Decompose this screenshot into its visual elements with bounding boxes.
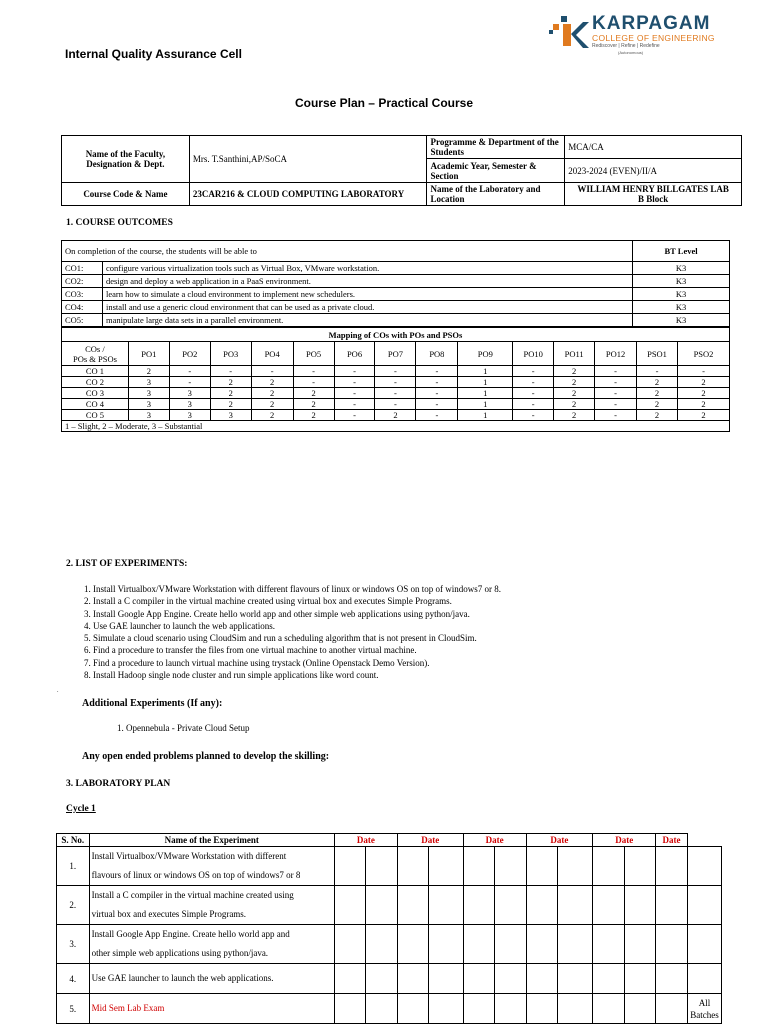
mapping-row	[62, 366, 730, 377]
mapping-cell: 1	[458, 410, 513, 421]
date-cell[interactable]	[557, 925, 592, 964]
mapping-cell: -	[416, 377, 458, 388]
experiment-item: 1. Install Virtualbox/VMware Workstation with different flavours of linux or windows OS on top of windows7 or 8.	[84, 584, 501, 594]
mapping-cell: -	[416, 410, 458, 421]
date-cell[interactable]	[366, 994, 397, 1024]
programme-value: MCA/CA	[565, 136, 742, 159]
experiment-item: 7. Find a procedure to launch virtual machine using trystack (Online Openstack Demo Version).	[84, 657, 430, 668]
date-cell[interactable]	[334, 994, 365, 1024]
lab-plan-experiment-line1: Use GAE launcher to launch the web applications.	[91, 973, 274, 983]
date-cell[interactable]	[397, 886, 428, 925]
lab-plan-experiment-line1: Mid Sem Lab Exam	[91, 1003, 165, 1013]
date-cell[interactable]	[526, 925, 557, 964]
date-cell[interactable]	[624, 994, 655, 1024]
date-header: Date	[463, 834, 526, 847]
mapping-cell: -	[416, 388, 458, 399]
date-cell[interactable]	[495, 886, 526, 925]
mapping-cell: -	[595, 399, 637, 410]
all-batches-cell	[687, 994, 721, 1024]
mapping-cell: 3	[128, 377, 169, 388]
date-cell[interactable]	[593, 925, 624, 964]
date-cell[interactable]	[557, 964, 592, 994]
mapping-column-header: PSO1	[637, 342, 678, 366]
experiment-item: 5. Simulate a cloud scenario using CloudSim and run a scheduling algorithm that is not present in CloudSim.	[84, 633, 477, 644]
mapping-cell: -	[375, 388, 416, 399]
date-cell[interactable]	[463, 925, 494, 964]
code-value: 23CAR216 & CLOUD COMPUTING LABORATORY	[189, 183, 427, 206]
mapping-cell: 2	[637, 399, 678, 410]
mapping-column-header: PO4	[251, 342, 293, 366]
mapping-cell: -	[513, 377, 554, 388]
outcome-bt: K3	[633, 262, 730, 275]
mapping-title: Mapping of COs with POs and PSOs	[62, 328, 730, 342]
experiment-item: 3. Install Google App Engine. Create hello world app and other simple web applications using python/java.	[84, 608, 470, 619]
outcome-bt: K3	[633, 314, 730, 327]
mapping-cell: 2	[251, 399, 293, 410]
mapping-row	[62, 388, 730, 399]
date-header: Date	[656, 834, 688, 847]
mapping-cell: 1	[458, 377, 513, 388]
lab-value	[565, 183, 742, 206]
lab-value-line1: WILLIAM HENRY BILLGATES LAB	[577, 184, 729, 194]
date-cell[interactable]	[557, 994, 592, 1024]
date-cell[interactable]	[463, 994, 494, 1024]
date-cell[interactable]	[495, 994, 526, 1024]
mapping-column-header: PSO2	[677, 342, 729, 366]
mapping-cell: 2	[554, 388, 595, 399]
date-cell[interactable]	[397, 964, 428, 994]
lab-plan-experiment	[89, 994, 334, 1024]
mapping-co-label: CO 5	[62, 410, 129, 421]
mapping-cell: 2	[375, 410, 416, 421]
date-cell[interactable]	[429, 847, 463, 886]
date-cell[interactable]	[687, 964, 721, 994]
stray-mark: .	[57, 688, 59, 694]
date-cell[interactable]	[624, 964, 655, 994]
mapping-cell: 2	[677, 377, 729, 388]
date-cell[interactable]	[656, 964, 688, 994]
mapping-cell: -	[513, 366, 554, 377]
mapping-cell: 2	[251, 388, 293, 399]
lab-value-line2: B Block	[638, 194, 669, 204]
experiment-item: 8. Install Hadoop single node cluster and run simple applications like word count.	[84, 670, 379, 681]
mapping-row	[62, 377, 730, 388]
date-cell[interactable]	[429, 994, 463, 1024]
mapping-row	[62, 410, 730, 421]
mapping-cell: -	[375, 399, 416, 410]
outcome-row	[62, 301, 730, 314]
date-cell[interactable]	[463, 886, 494, 925]
date-header: Date	[526, 834, 593, 847]
outcomes-heading: 1. COURSE OUTCOMES	[66, 218, 173, 228]
mapping-co-label: CO 4	[62, 399, 129, 410]
additional-heading: Additional Experiments (If any):	[82, 698, 223, 709]
outcome-code: CO5:	[62, 314, 103, 327]
date-cell[interactable]	[656, 847, 688, 886]
experiments-heading: 2. LIST OF EXPERIMENTS:	[66, 559, 188, 569]
mapping-corner-line2: POs & PSOs	[72, 353, 117, 364]
experiment-item: 2. Install a C compiler in the virtual machine created using virtual box and executes Simple Programs.	[84, 596, 452, 607]
mapping-cell: -	[595, 377, 637, 388]
mapping-cell: -	[293, 377, 334, 388]
mapping-cell: 2	[637, 377, 678, 388]
date-header: Date	[593, 834, 656, 847]
lab-plan-sno: 4.	[57, 964, 90, 994]
date-cell[interactable]	[526, 847, 557, 886]
mapping-cell: 2	[210, 388, 251, 399]
date-cell[interactable]	[593, 886, 624, 925]
mapping-cell: 2	[293, 399, 334, 410]
outcome-row	[62, 275, 730, 288]
date-cell[interactable]	[656, 994, 688, 1024]
lab-plan-experiment	[89, 964, 334, 994]
faculty-label: Name of the Faculty, Designation & Dept.	[62, 136, 190, 183]
faculty-value: Mrs. T.Santhini,AP/SoCA	[189, 136, 427, 183]
course-info-table	[61, 135, 742, 206]
lab-plan-heading: 3. LABORATORY PLAN	[66, 779, 171, 789]
date-header: Date	[334, 834, 397, 847]
lab-plan-sno: 5.	[57, 994, 90, 1024]
mapping-co-label: CO 1	[62, 366, 129, 377]
date-cell[interactable]	[526, 994, 557, 1024]
date-cell[interactable]	[593, 994, 624, 1024]
outcome-code: CO4:	[62, 301, 103, 314]
logo-tagline: Rediscover | Refine | Redefine	[592, 43, 660, 49]
mapping-column-header: PO9	[458, 342, 513, 366]
mapping-cell: 3	[128, 388, 169, 399]
mapping-cell: 2	[293, 410, 334, 421]
mapping-cell: 2	[210, 377, 251, 388]
lab-plan-row	[57, 847, 722, 886]
college-logo-icon	[549, 14, 589, 50]
mapping-cell: -	[595, 410, 637, 421]
mapping-cell: -	[169, 377, 210, 388]
mapping-cell: -	[677, 366, 729, 377]
mapping-cell: 2	[677, 410, 729, 421]
mapping-cell: -	[334, 388, 375, 399]
year-value: 2023-2024 (EVEN)/II/A	[565, 159, 742, 183]
mapping-cell: 3	[169, 388, 210, 399]
outcome-code: CO1:	[62, 262, 103, 275]
lab-plan-row	[57, 925, 722, 964]
mapping-cell: -	[334, 410, 375, 421]
all-batches-line2: Batches	[690, 1009, 719, 1020]
lab-label: Name of the Laboratory and Location	[427, 183, 565, 206]
mapping-column-header: PO12	[595, 342, 637, 366]
outcome-text: install and use a generic cloud environment that can be used as a private cloud.	[102, 301, 632, 314]
mapping-cell: 2	[251, 410, 293, 421]
date-cell[interactable]	[687, 925, 721, 964]
date-cell[interactable]	[429, 886, 463, 925]
mapping-cell: 3	[210, 410, 251, 421]
mapping-cell: 3	[169, 399, 210, 410]
date-cell[interactable]	[334, 925, 365, 964]
date-cell[interactable]	[526, 886, 557, 925]
mapping-cell: 2	[554, 399, 595, 410]
date-cell[interactable]	[397, 925, 428, 964]
lab-plan-experiment-line2: other simple web applications using python/java.	[91, 948, 269, 958]
date-cell[interactable]	[687, 886, 721, 925]
mapping-cell: 1	[458, 399, 513, 410]
date-cell[interactable]	[593, 964, 624, 994]
mapping-cell: 3	[169, 410, 210, 421]
logo-autonomous: (Autonomous)	[618, 50, 644, 55]
mapping-cell: 2	[554, 366, 595, 377]
experiment-list	[84, 583, 501, 681]
date-cell[interactable]	[429, 964, 463, 994]
mapping-cell: -	[334, 377, 375, 388]
date-cell[interactable]	[495, 847, 526, 886]
mapping-cell: 3	[128, 399, 169, 410]
logo-name: KARPAGAM	[592, 13, 711, 34]
lab-plan-experiment-line2: virtual box and executes Simple Programs.	[91, 909, 247, 919]
mapping-cell: 1	[458, 388, 513, 399]
additional-item: 1. Opennebula - Private Cloud Setup	[117, 723, 250, 733]
date-cell[interactable]	[656, 886, 688, 925]
date-cell[interactable]	[463, 964, 494, 994]
mapping-cell: 2	[677, 388, 729, 399]
mapping-column-header: PO1	[128, 342, 169, 366]
date-cell[interactable]	[495, 925, 526, 964]
experiment-item: 4. Use GAE launcher to launch the web applications.	[84, 620, 275, 631]
mapping-column-header: PO2	[169, 342, 210, 366]
mapping-column-header: PO8	[416, 342, 458, 366]
outcome-bt: K3	[633, 275, 730, 288]
outcome-text: learn how to simulate a cloud environment to implement new schedulers.	[102, 288, 632, 301]
mapping-cell: -	[210, 366, 251, 377]
logo-subtitle: COLLEGE OF ENGINEERING	[592, 33, 715, 43]
date-header: Date	[397, 834, 463, 847]
year-label: Academic Year, Semester & Section	[427, 159, 565, 183]
date-cell[interactable]	[366, 925, 397, 964]
lab-plan-table	[56, 833, 722, 1024]
mapping-cell: 1	[458, 366, 513, 377]
cycle-label: Cycle 1	[66, 804, 96, 814]
lab-plan-row	[57, 964, 722, 994]
org-name: Internal Quality Assurance Cell	[65, 47, 242, 61]
date-cell[interactable]	[687, 847, 721, 886]
mapping-cell: 2	[251, 377, 293, 388]
mapping-cell: -	[251, 366, 293, 377]
outcomes-intro: On completion of the course, the students will be able to	[62, 241, 633, 262]
outcome-bt: K3	[633, 288, 730, 301]
experiment-name-header: Name of the Experiment	[89, 834, 334, 847]
lab-plan-experiment	[89, 847, 334, 886]
mapping-cell: -	[334, 399, 375, 410]
mapping-cell: -	[637, 366, 678, 377]
mapping-cell: 2	[210, 399, 251, 410]
mapping-column-header: PO7	[375, 342, 416, 366]
date-cell[interactable]	[429, 925, 463, 964]
outcome-text: design and deploy a web application in a PaaS environment.	[102, 275, 632, 288]
date-cell[interactable]	[334, 847, 365, 886]
mapping-co-label: CO 2	[62, 377, 129, 388]
mapping-cell: 3	[128, 410, 169, 421]
outcome-code: CO3:	[62, 288, 103, 301]
date-cell[interactable]	[624, 886, 655, 925]
mapping-cell: 2	[554, 377, 595, 388]
outcome-text: manipulate large data sets in a parallel environment.	[102, 314, 632, 327]
page-title: Course Plan – Practical Course	[294, 96, 474, 110]
course-outcomes-table	[61, 240, 730, 327]
mapping-cell: 2	[637, 410, 678, 421]
mapping-column-header: PO6	[334, 342, 375, 366]
outcome-row	[62, 314, 730, 327]
mapping-cell: -	[416, 399, 458, 410]
date-cell[interactable]	[656, 925, 688, 964]
mapping-corner	[62, 342, 129, 366]
lab-plan-row	[57, 886, 722, 925]
mapping-cell: -	[595, 388, 637, 399]
mapping-legend: 1 – Slight, 2 – Moderate, 3 – Substantial	[62, 421, 730, 432]
date-cell[interactable]	[334, 886, 365, 925]
mapping-cell: -	[513, 388, 554, 399]
date-cell[interactable]	[624, 925, 655, 964]
open-ended-heading: Any open ended problems planned to develop the skilling:	[82, 751, 330, 762]
lab-plan-experiment	[89, 886, 334, 925]
lab-plan-sno: 3.	[57, 925, 90, 964]
date-cell[interactable]	[495, 964, 526, 994]
all-batches-line1: All	[698, 997, 711, 1008]
mapping-cell: 2	[677, 399, 729, 410]
experiment-item: 6. Find a procedure to transfer the files from one virtual machine to another virtual machine.	[84, 645, 417, 656]
date-cell[interactable]	[557, 886, 592, 925]
mapping-cell: -	[375, 366, 416, 377]
mapping-cell: -	[169, 366, 210, 377]
lab-plan-experiment-line1: Install Google App Engine. Create hello world app and	[91, 929, 290, 939]
mapping-cell: -	[416, 366, 458, 377]
date-cell[interactable]	[526, 964, 557, 994]
lab-plan-row	[57, 994, 722, 1024]
mapping-row	[62, 399, 730, 410]
mapping-column-header: PO5	[293, 342, 334, 366]
mapping-co-label: CO 3	[62, 388, 129, 399]
outcome-code: CO2:	[62, 275, 103, 288]
outcome-bt: K3	[633, 301, 730, 314]
lab-plan-experiment-line1: Install Virtualbox/VMware Workstation with different	[91, 851, 287, 861]
date-cell[interactable]	[463, 847, 494, 886]
lab-plan-sno: 1.	[57, 847, 90, 886]
sno-header: S. No.	[57, 834, 90, 847]
code-label: Course Code & Name	[62, 183, 190, 206]
mapping-cell: 2	[554, 410, 595, 421]
mapping-cell: 2	[128, 366, 169, 377]
co-po-mapping-table	[61, 327, 730, 432]
mapping-cell: -	[293, 366, 334, 377]
mapping-cell: -	[513, 410, 554, 421]
mapping-column-header: PO10	[513, 342, 554, 366]
lab-plan-experiment-line1: Install a C compiler in the virtual machine created using	[91, 890, 294, 900]
mapping-cell: -	[513, 399, 554, 410]
date-cell[interactable]	[334, 964, 365, 994]
date-cell[interactable]	[366, 847, 397, 886]
bt-level-header: BT Level	[633, 241, 730, 262]
mapping-cell: -	[375, 377, 416, 388]
date-cell[interactable]	[557, 847, 592, 886]
mapping-column-header: PO3	[210, 342, 251, 366]
mapping-cell: -	[595, 366, 637, 377]
outcome-row	[62, 262, 730, 275]
mapping-cell: 2	[293, 388, 334, 399]
date-cell[interactable]	[397, 847, 428, 886]
date-cell[interactable]	[624, 847, 655, 886]
mapping-cell: 2	[637, 388, 678, 399]
outcome-text: configure various virtualization tools such as Virtual Box, VMware workstation.	[102, 262, 632, 275]
lab-plan-experiment-line2: flavours of linux or windows OS on top of windows7 or 8	[91, 870, 301, 880]
lab-plan-experiment	[89, 925, 334, 964]
mapping-cell: -	[334, 366, 375, 377]
date-cell[interactable]	[593, 847, 624, 886]
outcome-row	[62, 288, 730, 301]
date-cell[interactable]	[366, 886, 397, 925]
date-cell[interactable]	[397, 994, 428, 1024]
lab-plan-sno: 2.	[57, 886, 90, 925]
mapping-corner-line1: COs /	[85, 343, 105, 354]
mapping-column-header: PO11	[554, 342, 595, 366]
programme-label: Programme & Department of the Students	[427, 136, 565, 159]
date-cell[interactable]	[366, 964, 397, 994]
